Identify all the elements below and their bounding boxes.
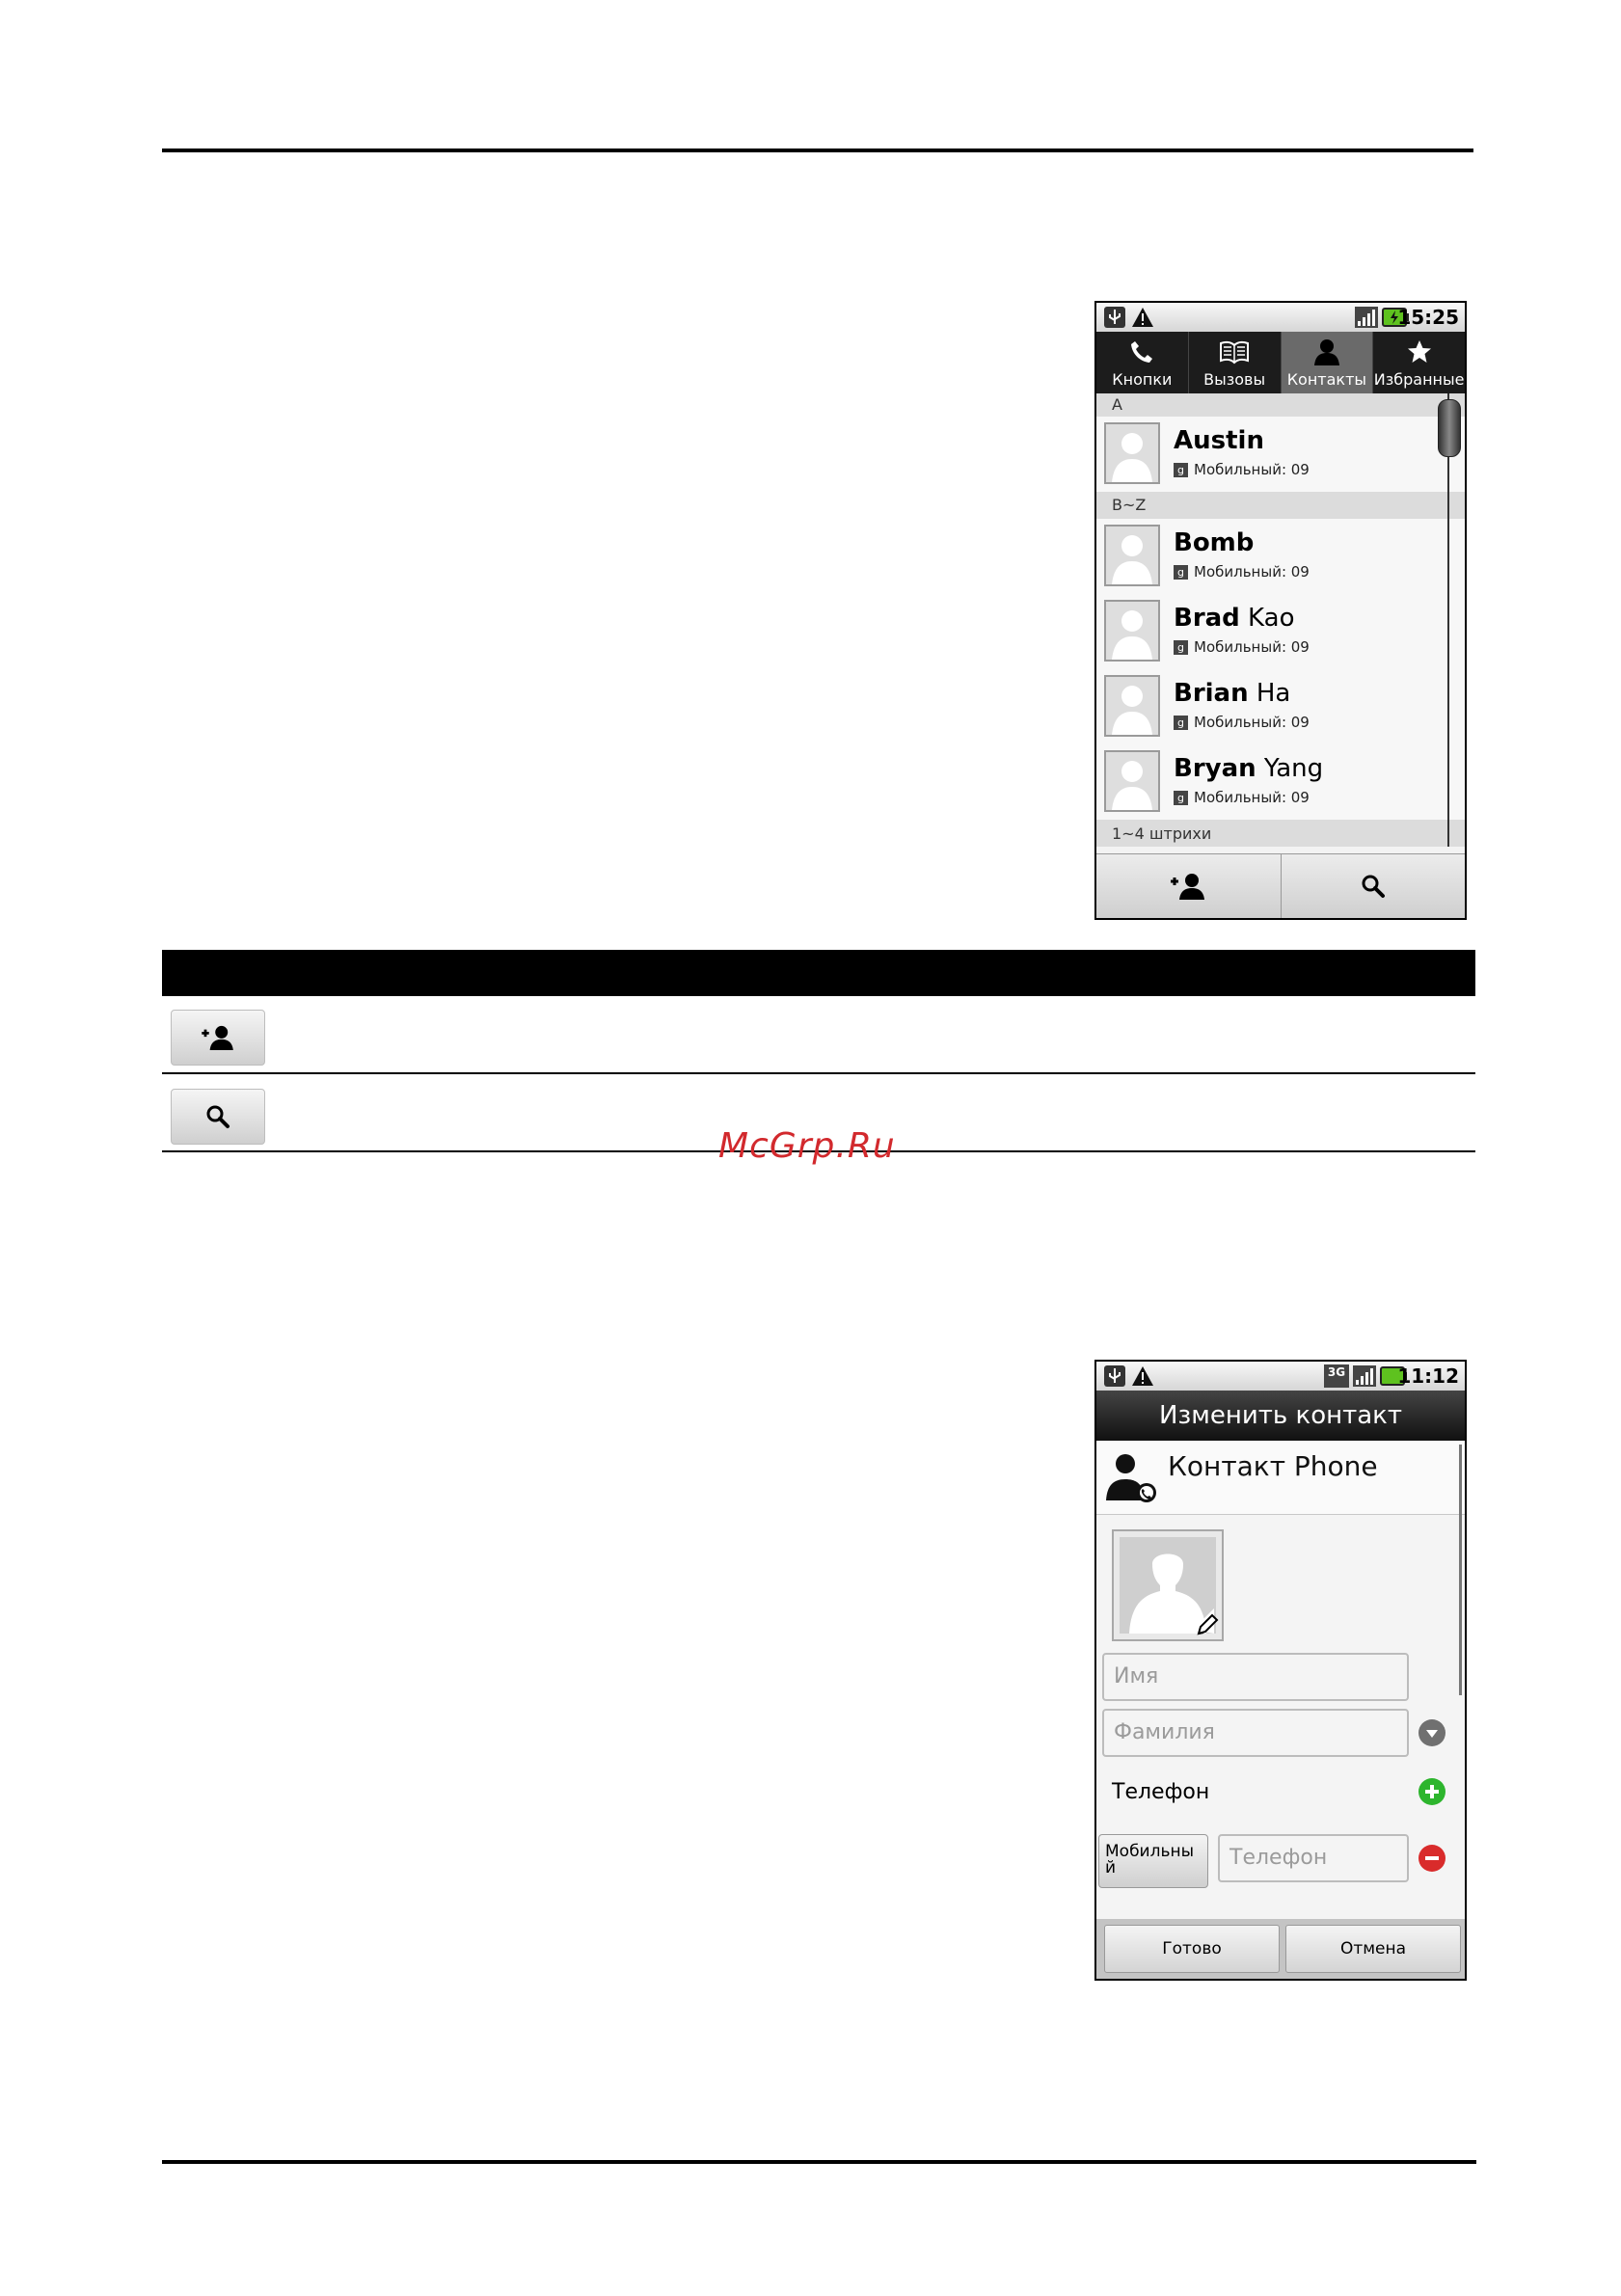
person-icon <box>1282 332 1373 370</box>
contact-photo <box>1104 600 1160 662</box>
cancel-button[interactable]: Отмена <box>1285 1925 1461 1973</box>
table-row-divider <box>162 1072 1475 1074</box>
add-contact-button-sample <box>171 1010 265 1066</box>
last-name-input[interactable]: Фамилия <box>1102 1709 1409 1757</box>
tab-favorites[interactable] <box>1373 332 1465 393</box>
status-bar <box>1096 1362 1465 1391</box>
section-header: 1~4 штрихи <box>1096 820 1465 847</box>
google-account-icon: g <box>1174 463 1188 477</box>
fast-scroll-thumb[interactable] <box>1438 399 1461 457</box>
contact-photo <box>1104 422 1160 484</box>
done-button[interactable]: Готово <box>1104 1925 1280 1973</box>
scroll-indicator <box>1459 1445 1462 1695</box>
tab-dialer[interactable] <box>1096 332 1189 393</box>
tab-bar <box>1096 332 1465 393</box>
expand-name-fields-button[interactable] <box>1418 1719 1445 1746</box>
section-header: A <box>1096 393 1465 417</box>
warning-icon <box>1131 307 1154 328</box>
usb-icon <box>1104 1365 1125 1387</box>
star-icon <box>1373 332 1465 370</box>
section-header: B~Z <box>1096 492 1465 519</box>
google-account-icon: g <box>1174 716 1188 730</box>
google-account-icon: g <box>1174 565 1188 580</box>
contact-detail: g Мобильный: 09 <box>1174 563 1310 581</box>
add-phone-button[interactable] <box>1418 1778 1445 1805</box>
contact-phone-account-icon <box>1104 1452 1158 1502</box>
phone-section-label: Телефон <box>1112 1780 1210 1804</box>
contact-row[interactable] <box>1096 519 1465 595</box>
call-log-icon <box>1189 332 1281 370</box>
signal-icon <box>1353 1365 1376 1387</box>
contact-row[interactable] <box>1096 744 1465 821</box>
signal-icon <box>1355 307 1378 328</box>
plus-icon <box>1418 1778 1445 1805</box>
contact-row[interactable] <box>1096 669 1465 745</box>
action-bar <box>1096 1919 1465 1979</box>
contact-photo <box>1104 525 1160 586</box>
tab-call-log[interactable] <box>1189 332 1282 393</box>
contact-name: Bryan Yang <box>1174 754 1324 783</box>
tab-label: Контакты <box>1286 370 1367 389</box>
contact-photo <box>1104 750 1160 812</box>
bottom-rule <box>162 2160 1476 2164</box>
search-button-sample <box>171 1089 265 1145</box>
chevron-down-icon <box>1418 1719 1445 1746</box>
watermark: McGrp.Ru <box>718 1126 896 1166</box>
search-icon <box>1360 873 1387 900</box>
first-name-input[interactable]: Имя <box>1102 1653 1409 1701</box>
contact-name: Brad Kao <box>1174 604 1295 633</box>
contact-detail: g Мобильный: 09 <box>1174 461 1310 478</box>
google-account-icon: g <box>1174 791 1188 805</box>
add-contact-button[interactable] <box>1096 854 1282 918</box>
contact-row[interactable] <box>1096 594 1465 670</box>
contact-detail: g Мобильный: 09 <box>1174 789 1310 806</box>
tab-label: Вызовы <box>1203 370 1266 389</box>
warning-icon <box>1131 1365 1154 1387</box>
phone-type-selector[interactable]: Мобильный <box>1098 1834 1208 1888</box>
contact-row[interactable] <box>1096 417 1465 493</box>
status-time: 15:25 <box>1397 306 1459 329</box>
contact-name: Bomb <box>1174 528 1255 557</box>
screen-title: Изменить контакт <box>1096 1391 1465 1441</box>
usb-icon <box>1104 307 1125 328</box>
status-time: 11:12 <box>1397 1364 1459 1388</box>
remove-phone-button[interactable] <box>1418 1845 1445 1872</box>
table-header <box>162 950 1475 996</box>
network-3g-icon: 3G <box>1324 1364 1349 1388</box>
tab-label: Избранные <box>1373 370 1465 389</box>
add-contact-icon <box>200 1025 236 1050</box>
add-contact-icon <box>1169 873 1207 900</box>
contact-photo <box>1104 675 1160 737</box>
contacts-screenshot <box>1094 301 1467 920</box>
minus-icon <box>1418 1845 1445 1872</box>
search-icon <box>204 1103 231 1130</box>
contact-name: Brian Ha <box>1174 679 1291 708</box>
google-account-icon: g <box>1174 640 1188 655</box>
edit-pencil-icon <box>1195 1612 1220 1637</box>
phone-input[interactable]: Телефон <box>1218 1834 1409 1882</box>
bottom-action-bar <box>1096 853 1465 918</box>
phone-icon <box>1096 332 1188 370</box>
contact-detail: g Мобильный: 09 <box>1174 638 1310 656</box>
tab-label: Кнопки <box>1112 370 1173 389</box>
search-button[interactable] <box>1282 854 1466 918</box>
account-header <box>1096 1441 1465 1515</box>
top-rule <box>162 149 1473 152</box>
account-name: Контакт Phone <box>1168 1450 1378 1482</box>
tab-contacts[interactable] <box>1282 332 1374 393</box>
contact-photo-picker[interactable] <box>1112 1529 1224 1641</box>
status-bar <box>1096 303 1465 333</box>
contact-name: Austin <box>1174 426 1264 455</box>
edit-contact-screenshot <box>1094 1360 1467 1981</box>
fast-scroll-track[interactable] <box>1447 393 1449 847</box>
contact-detail: g Мобильный: 09 <box>1174 714 1310 731</box>
